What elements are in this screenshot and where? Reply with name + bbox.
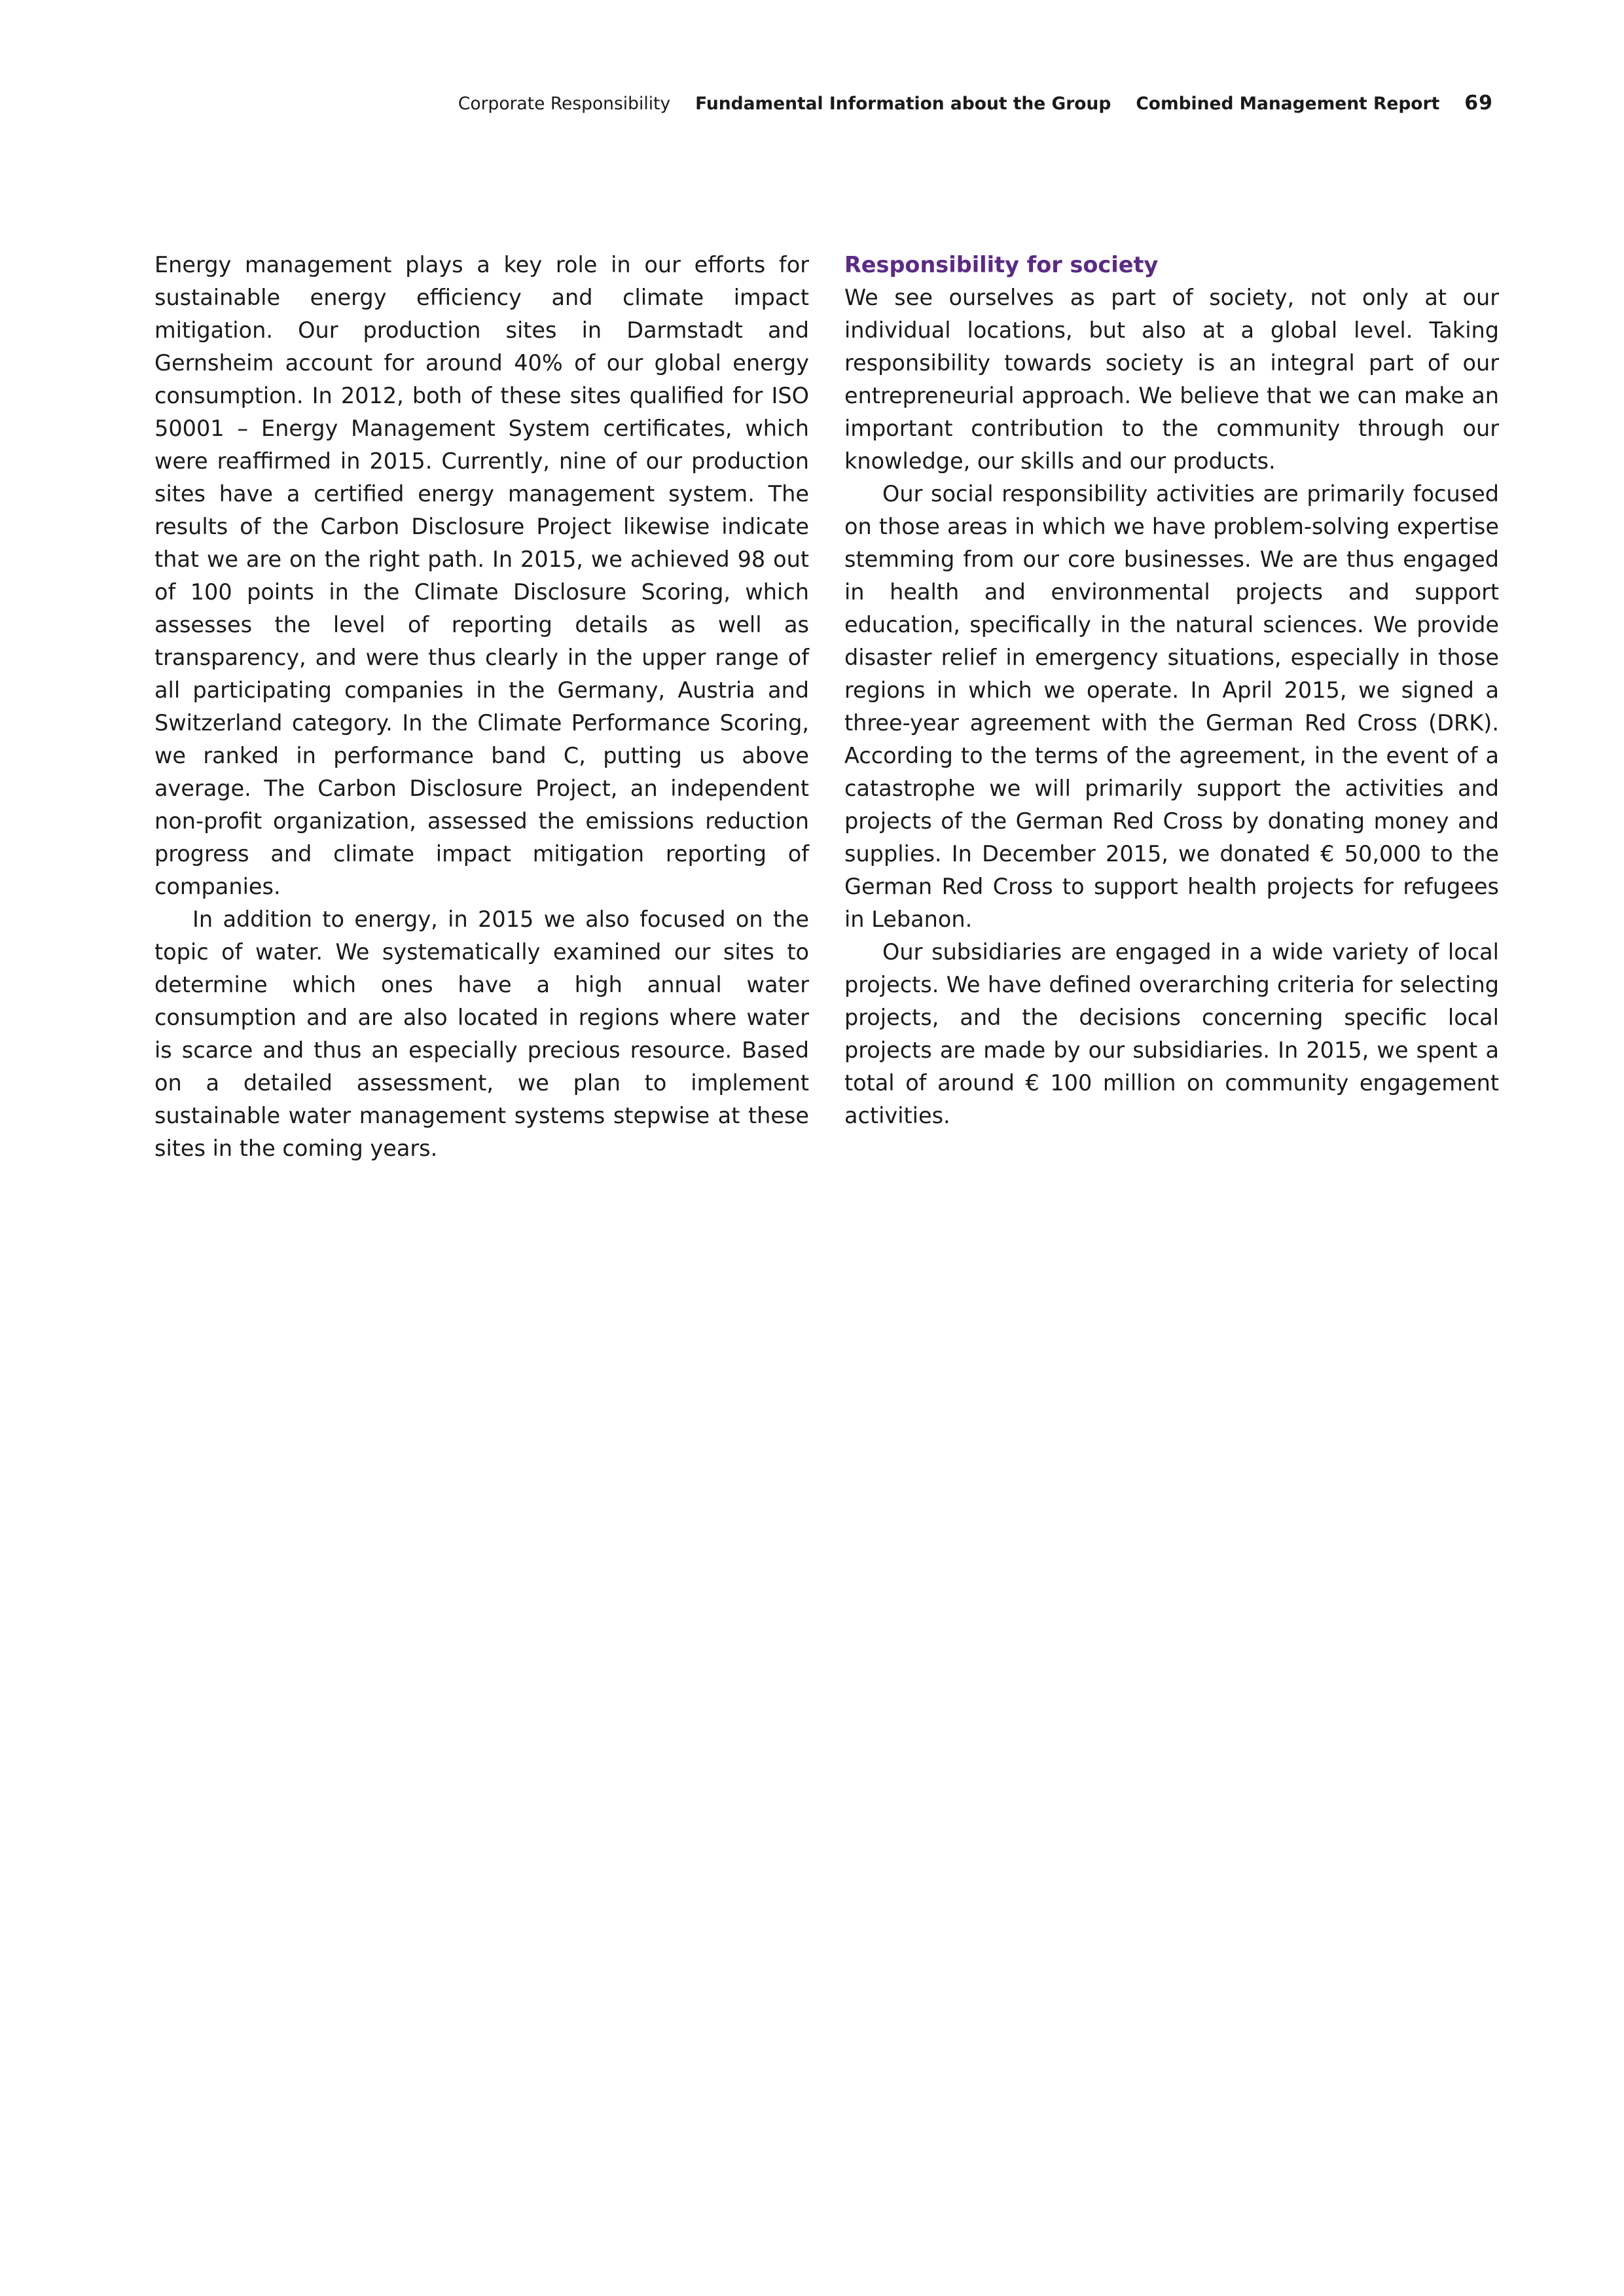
header-section-name: Corporate Responsibility (458, 94, 671, 114)
page-number: 69 (1464, 92, 1493, 115)
paragraph-energy-management: Energy management plays a key role in our efforts for sustainable energy efficiency and climate impact mitigation. Our production sites in Darmstadt and Gernsheim account for around 40% of our global energy consumption. In 2012, both of these sites qualified for ISO 50001 – Energy Management System certificates, which were reaffirmed in 2015. Currently, nine of our production sites have a certified energy management system. The results of the Carbon Disclosure Project likewise indicate that we are on the right path. In 2015, we achieved 98 out of 100 points in the Climate Disclosure Scoring, which assesses the level of reporting details as well as transparency, and were thus clearly in the upper range of all participating companies in the Germany, Austria and Switzerland category. In the Climate Performance Scoring, we ranked in performance band C, putting us above average. The Carbon Disclosure Project, an independent non-profit organization, assessed the emissions reduction progress and climate impact mitigation reporting of companies. (154, 252, 809, 899)
paragraph-social-activities: Our social responsibility activities are primarily focused on those areas in which we have problem-solving expertise stemming from our core businesses. We are thus engaged in health and environmental projects and support education, specifically in the natural sciences. We provide disaster relief in emergency situations, especially in those regions in which we operate. In April 2015, we signed a three-year agreement with the German Red Cross (DRK). According to the terms of the agreement, in the event of a catastrophe we will primarily support the activities and projects of the German Red Cross by donating money and supplies. In December 2015, we donated € 50,000 to the German Red Cross to support health projects for refugees in Lebanon. (844, 481, 1499, 932)
header-chapter-name: Fundamental Information about the Group (695, 94, 1111, 114)
running-header (458, 92, 1493, 115)
paragraph-water: In addition to energy, in 2015 we also focused on the topic of water. We systematically examined our sites to determine which ones have a high annual water consumption and are also located in regions where water is scarce and thus an especially precious resource. Based on a detailed assessment, we plan to implement sustainable water management systems stepwise at these sites in the coming years. (154, 906, 809, 1161)
header-report-name: Combined Management Report (1136, 94, 1440, 114)
section-heading-responsibility-for-society: Responsibility for society (844, 252, 1159, 278)
right-text-column (844, 249, 1499, 1132)
paragraph-subsidiaries: Our subsidiaries are engaged in a wide variety of local projects. We have defined overarching criteria for selecting projects, and the decisions concerning specific local projects are made by our subsidiaries. In 2015, we spent a total of around € 100 million on community engagement activities. (844, 939, 1499, 1128)
paragraph-society-intro: We see ourselves as part of society, not only at our individual locations, but also at a global level. Taking responsibility towards society is an integral part of our entrepreneurial approach. We believe that we can make an important contribution to the community through our knowledge, our skills and our products. (844, 285, 1499, 474)
left-text-column (154, 249, 809, 1165)
